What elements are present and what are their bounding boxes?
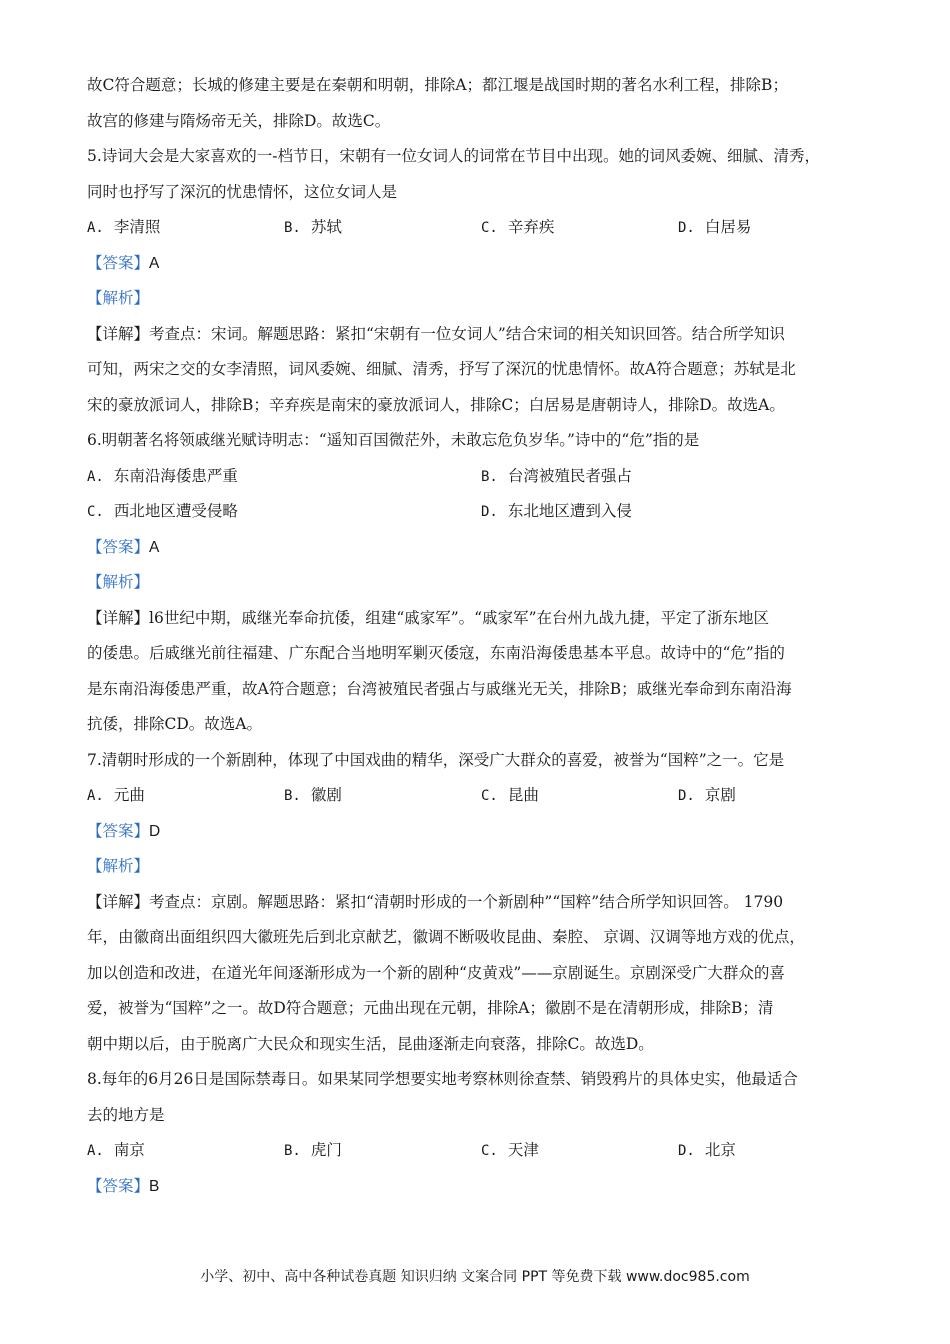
option-text: 南京 [113,1141,145,1159]
option-b [284,210,481,246]
analysis-line [87,849,877,885]
document-page [87,68,877,1204]
detail-line: 爱，被誉为“国粹”之一。故D符合题意；元曲出现在元朝，排除A；徽剧不是在清朝形成，排除B；清 [87,999,774,1017]
option-text: 李清照 [113,218,161,236]
option-letter: C. [87,504,104,520]
option-text: 京剧 [704,786,736,804]
option-b [284,1133,481,1169]
detail-line: 宋的豪放派词人，排除B；辛弃疾是南宋的豪放派词人，排除C；白居易是唐朝诗人，排除D。故选A。 [87,395,785,414]
option-a [87,459,481,495]
option-letter: A. [87,1143,104,1159]
question-5-title: 5.诗词大会是大家喜欢的一-档节日，宋朝有一位女词人的词常在节目中出现。她的词风委婉、细腻、清秀， [87,147,821,165]
analysis-tag: 【解析】 [87,289,150,307]
option-d [678,210,875,246]
detail-line: 【详解】考查点：京剧。解题思路：紧扣“清朝时形成的一个新剧种”“国粹”结合所学知识回答。 1790 [87,892,784,911]
answer-line [87,814,877,850]
answer-line [87,530,877,566]
option-text: 虎门 [310,1141,342,1159]
option-text: 天津 [507,1141,539,1159]
question-5-title-cont: 同时也抒写了深沉的忧患情怀，这位女词人是 [87,182,398,201]
option-letter: B. [481,468,498,485]
option-letter: B. [284,220,301,236]
option-d [678,1133,875,1169]
option-c [87,494,481,530]
detail-line: 朝中期以后，由于脱离广大民众和现实生活，昆曲逐渐走向衰落，排除C。故选D。 [87,1034,654,1053]
detail-line: 年，由徽商出面组织四大徽班先后到北京献艺，徽调不断吸收昆曲、秦腔、 京调、汉调等地方戏的优点， [87,928,805,946]
answer-tag: 【答案】 [87,537,150,556]
question-6-options-row1 [87,459,877,495]
option-text: 台湾被殖民者强占 [507,466,632,485]
answer-value: A [149,254,160,272]
option-letter: D. [678,220,695,236]
option-b [481,459,875,495]
option-a [87,778,284,814]
question-6-title: 6.明朝著名将领戚继光赋诗明志：“遥知百国微茫外，未敢忘危负岁华。”诗中的“危”指的是 [87,431,700,449]
detail-line: 【详解】l6世纪中期，戚继光奉命抗倭，组建“戚家军”。“戚家军”在台州九战九捷，平定了浙东地区 [87,608,770,627]
option-b [284,778,481,814]
option-text: 白居易 [704,218,752,236]
question-6-options-row2 [87,494,877,530]
detail-line: 的倭患。后戚继光前往福建、广东配合当地明军剿灭倭寇，东南沿海倭患基本平息。故诗中的“危”指的 [87,644,785,662]
option-letter: A. [87,220,104,236]
option-letter: D. [481,504,498,520]
question-8-options [87,1133,877,1169]
detail-line: 可知，两宋之交的女李清照，词风委婉、细腻、清秀，抒写了深沉的忧患情怀。故A符合题意；苏轼是北 [87,360,796,378]
answer-tag: 【答案】 [87,821,150,840]
option-letter: B. [284,788,301,804]
option-text: 北京 [704,1141,736,1159]
answer-value: A [149,538,160,556]
analysis-line [87,281,877,317]
option-letter: A. [87,468,104,485]
detail-line: 抗倭，排除CD。故选A。 [87,715,262,733]
answer-value: D [149,822,161,840]
question-8-title-cont: 去的地方是 [87,1105,165,1124]
text-line: 故宫的修建与隋炀帝无关，排除D。故选C。 [87,111,391,130]
option-text: 苏轼 [310,218,342,236]
detail-line: 加以创造和改进，在道光年间逐渐形成为一个新的剧种“皮黄戏”——京剧诞生。京剧深受广大群众的喜 [87,963,785,982]
option-text: 辛弃疾 [507,218,555,236]
option-letter: B. [284,1143,301,1159]
option-letter: D. [678,788,695,804]
text-line: 故C符合题意；长城的修建主要是在秦朝和明朝，排除A；都江堰是战国时期的著名水利工程，排除B； [87,76,788,94]
detail-line: 【详解】考查点：宋词。解题思路：紧扣“宋朝有一位女词人”结合宋词的相关知识回答。结合所学知识 [87,324,785,343]
analysis-line [87,565,877,601]
answer-tag: 【答案】 [87,1176,150,1195]
option-d [481,494,875,530]
answer-tag: 【答案】 [87,253,150,272]
option-text: 徽剧 [310,786,342,804]
question-8-title: 8.每年的6月26日是国际禁毒日。如果某同学想要实地考察林则徐查禁、销毁鸦片的具体史实，他最适合 [87,1070,798,1088]
option-text: 西北地区遭受侵略 [113,502,238,520]
option-letter: D. [678,1143,695,1159]
option-c [481,1133,678,1169]
option-a [87,1133,284,1169]
option-d [678,778,875,814]
answer-line [87,1169,877,1205]
option-text: 东北地区遭到入侵 [507,502,632,520]
answer-value: B [149,1177,160,1195]
answer-line [87,246,877,282]
option-letter: C. [481,220,498,236]
option-letter: A. [87,788,104,804]
question-7-title: 7.清朝时形成的一个新剧种，体现了中国戏曲的精华，深受广大群众的喜爱，被誉为“国粹”之一。它是 [87,750,785,769]
option-a [87,210,284,246]
option-text: 东南沿海倭患严重 [113,466,238,485]
option-letter: C. [481,788,498,804]
option-letter: C. [481,1143,498,1159]
analysis-tag: 【解析】 [87,857,150,875]
option-c [481,210,678,246]
option-text: 昆曲 [507,786,539,804]
detail-line: 是东南沿海倭患严重，故A符合题意；台湾被殖民者强占与戚继光无关，排除B；戚继光奉命到东南沿海 [87,679,792,698]
option-c [481,778,678,814]
question-5-options [87,210,877,246]
analysis-tag: 【解析】 [87,573,150,591]
option-text: 元曲 [113,786,145,804]
question-7-options [87,778,877,814]
page-footer[interactable]: 小学、初中、高中各种试卷真题 知识归纳 文案合同 PPT 等免费下载 www.doc985.com [200,1269,750,1285]
